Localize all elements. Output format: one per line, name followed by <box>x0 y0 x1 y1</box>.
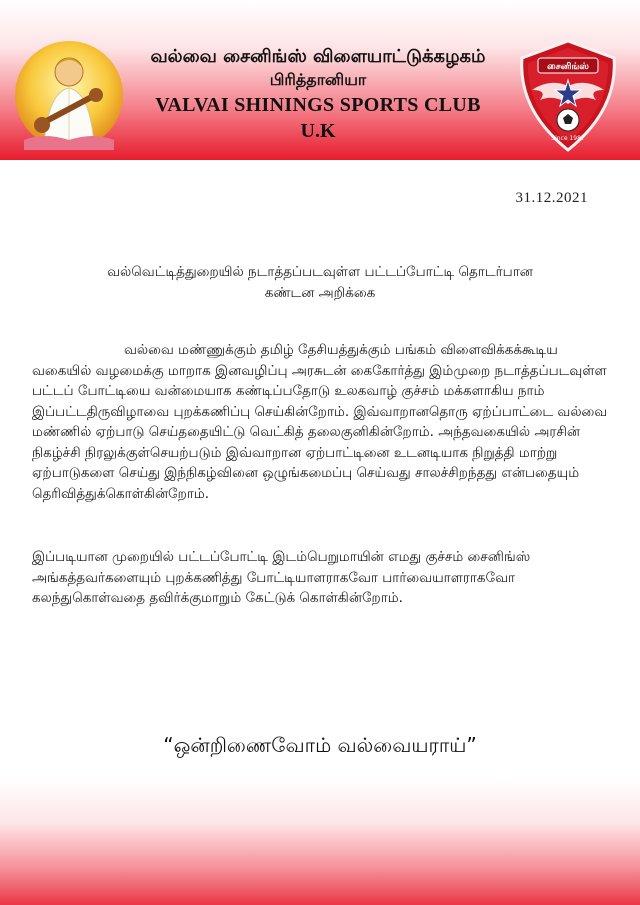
crest-banner-text: சைனிங்ஸ் <box>547 62 589 72</box>
body-paragraph-2: இப்படியான முறையில் பட்டப்போட்டி இடம்பெறுமாயின் எமது குச்சம் சைனிங்ஸ் அங்கத்தவர்களையும் புறக்கணித்து போட்டியாளராகவோ பார்வையாளராகவோ கலந்துகொள்வதை தவிர்க்குமாறும் கேட்டுக் கொள்கின்றோம். <box>32 549 531 606</box>
letter-subject <box>30 262 610 304</box>
club-name-tamil: வல்வை சைனிங்ஸ் விளையாட்டுக்கழகம் <box>150 46 486 67</box>
goddess-saraswati-emblem-icon <box>14 40 124 150</box>
closing-motto: “ஒன்றிணைவோம் வல்வையராய்” <box>163 733 477 757</box>
crest-since-text: Since 1987 <box>551 135 585 142</box>
subject-line-2: கண்டன அறிக்கை <box>264 285 376 301</box>
shinings-club-crest-icon <box>510 38 626 154</box>
subject-line-1: வல்வெட்டித்துறையில் நடாத்தப்படவுள்ள பட்டப்போட்டி தொடர்பான <box>107 264 533 280</box>
club-location-english: U.K <box>300 120 336 142</box>
club-location-tamil: பிரித்தானியா <box>269 70 367 89</box>
club-name-english: VALVAI SHININGS SPORTS CLUB <box>155 94 481 116</box>
body-paragraph-1: வல்வை மண்ணுக்கும் தமிழ் தேசியத்துக்கும் பங்கம் விளைவிக்கக்கூடிய வகையில் வழமைக்கு மாறாக இனவழிப்பு அரசுடன் கைகோர்த்து இம்முறை நடாத்தப்படவுள்ள பட்டப் போட்டியை வன்மையாக கண்டிப்பதோடு உலகவாழ் குச்சம் மக்களாகிய நாம் இப்பட்டதிருவிழாவை புறக்கணிப்பு செய்கின்றோம். இவ்வாறானதொரு ஏற்ப்பாட்டை வல்வை மண்ணில் ஏற்பாடு செய்ததையிட்டு வெட்கித் தலைகுனிகின்றோம். அந்தவகையில் அரசின் நிகழ்ச்சி நிரலுக்குள்செயற்படும் இவ்வாறான ஏற்பாட்டினை உடனடியாக நிறுத்தி மாற்று ஏற்பாடுகளை செய்து இந்நிகழ்வினை ஒழுங்கமைப்பு செய்வது சாலச்சிறந்தது என்பதையும் தெரிவித்துக்கொள்கின்றோம். <box>32 342 608 502</box>
letterhead <box>0 0 640 160</box>
letter-date: 31.12.2021 <box>515 190 588 206</box>
letter-footer-band <box>0 778 640 905</box>
